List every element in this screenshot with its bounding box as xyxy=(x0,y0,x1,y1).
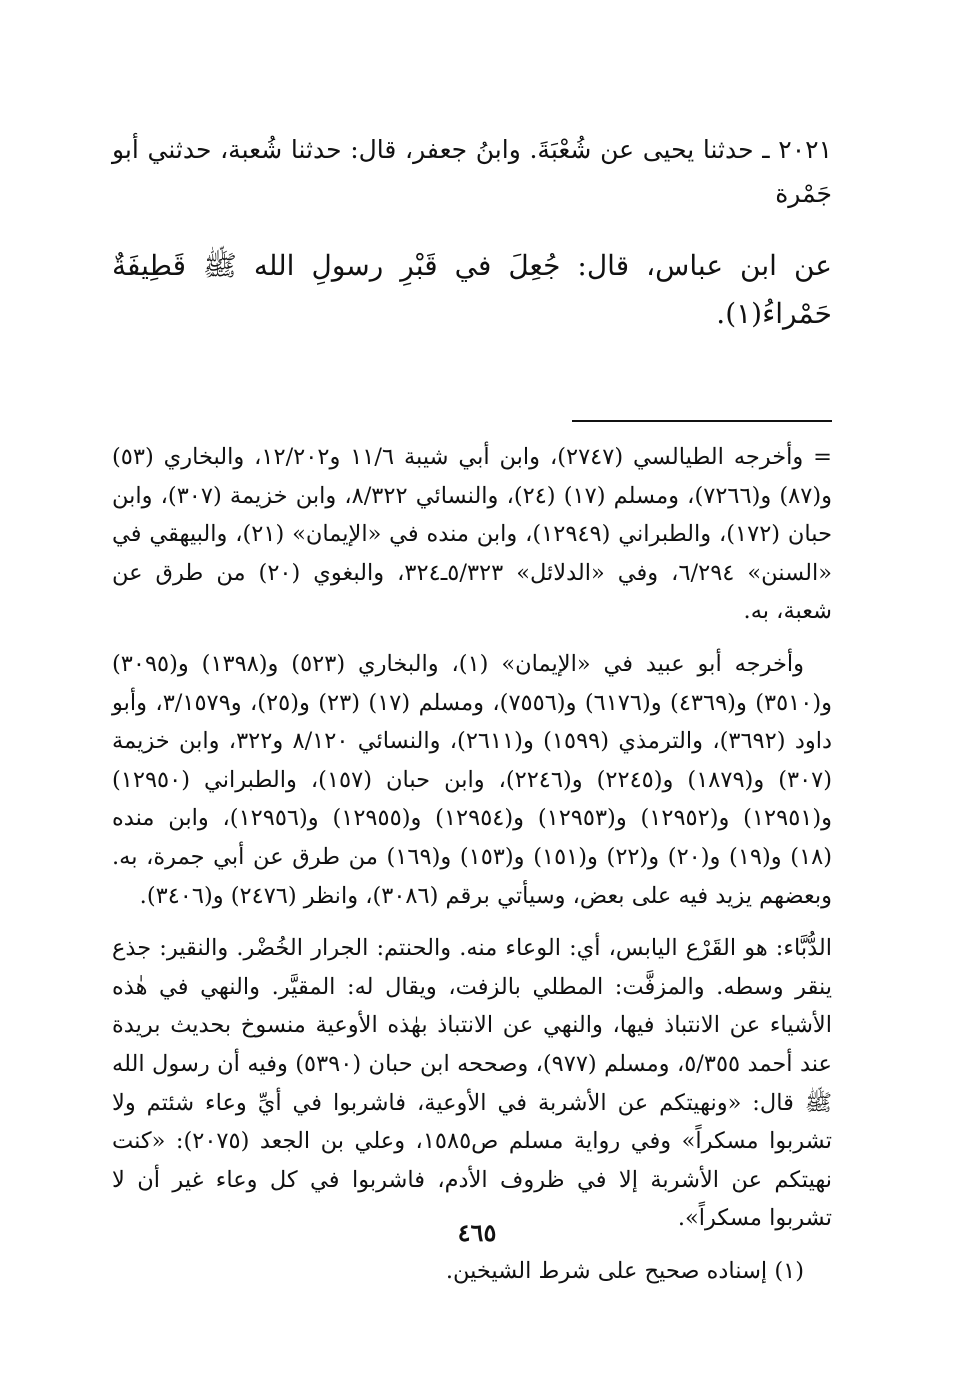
footnote-paragraph: وأخرجه أبو عبيد في «الإيمان» (١)، والبخاري (٥٢٣) و(١٣٩٨) و(٣٠٩٥) و(٣٥١٠) و(٤٣٦٩) و(٦١٧٦) و(٧٥٥٦)، ومسلم (١٧) (٢٣) و(٢٥)، و٣/١٥٧٩، وأبو داود (٣٦٩٢)، والترمذي (١٥٩٩) و(٢٦١١)، والنسائي ٨/١٢٠ و٣٢٢، وابن خزيمة (٣٠٧) و(١٨٧٩) و(٢٢٤٥) و(٢٢٤٦)، وابن حبان (١٥٧)، والطبراني (١٢٩٥٠) و(١٢٩٥١) و(١٢٩٥٢) و(١٢٩٥٣) و(١٢٩٥٤) و(١٢٩٥٥) و(١٢٩٥٦)، وابن منده (١٨) و(١٩) و(٢٠) و(٢٢) و(١٥١) و(١٥٣) و(١٦٩) من طرق عن أبي جمرة، به. وبعضهم يزيد فيه على بعض، وسيأتي برقم (٣٠٨٦)، وانظر (٢٤٧٦) و(٣٤٠٦). xyxy=(112,650,833,909)
footnote-continued: = وأخرجه الطيالسي (٢٧٤٧)، وابن أبي شيبة ١١/٦ و١٢/٢٠٢، والبخاري (٥٣) و(٨٧) و(٧٢٦٦)، ومسلم (١٧) (٢٤)، والنسائي ٨/٣٢٢، وابن خزيمة (٣٠٧)، وابن حبان (١٧٢)، والطبراني (١٢٩٤٩)، وابن منده في «الإيمان» (٢١)، والبيهقي في «السنن» ٦/٢٩٤، وفي «الدلائل» ٥/٣٢٣ـ٣٢٤، والبغوي (٢٠) من طرق عن شعبة، به. xyxy=(112,444,833,625)
page-number: ٤٦٥ xyxy=(457,1218,497,1247)
footnote-paragraph: الدُّبَّاء: هو القَرْع اليابس، أي: الوعاء منه. والحنتم: الجرار الخُضْر. والنقير: جذع ينقر وسطه. والمزفَّت: المطلي بالزفت، ويقال له: المقيَّر. والنهي في هٰذه الأشياء عن الانتباذ فيها، والنهي عن الانتباذ بهٰذه الأوعية منسوخ بحديث بريدة عند أحمد ٥/٣٥٥، ومسلم (٩٧٧)، وصححه ابن حبان (٥٣٩٠) وفيه أن رسول الله ﷺ قال: «ونهيتكم عن الأشربة في الأوعية، فاشربوا في أيِّ وعاء شئتم ولا تشربوا مسكراً» وفي رواية مسلم ص١٥٨٥، وعلي بن الجعد (٢٠٧٥): «كنت نهيتكم عن الأشربة إلا في ظروف الأدم، فاشربوا في كل وعاء غير أن لا تشربوا مسكراً». xyxy=(112,935,833,1232)
footnotes xyxy=(112,438,832,1290)
hadith-matn: عن ابن عباس، قال: جُعِلَ في قَبْرِ رسولِ الله ﷺ قَطِيفَةٌ حَمْراءُ(١). xyxy=(112,249,832,330)
hadith-isnad: ٢٠٢١ ـ حدثنا يحيى عن شُعْبَةَ. وابنُ جعفر، قال: حدثنا شُعبة، حدثني أبو جَمْرة xyxy=(112,135,832,208)
footnote-1: (١) إسناده صحيح على شرط الشيخين. xyxy=(445,1257,804,1284)
footnote-separator xyxy=(572,420,832,422)
